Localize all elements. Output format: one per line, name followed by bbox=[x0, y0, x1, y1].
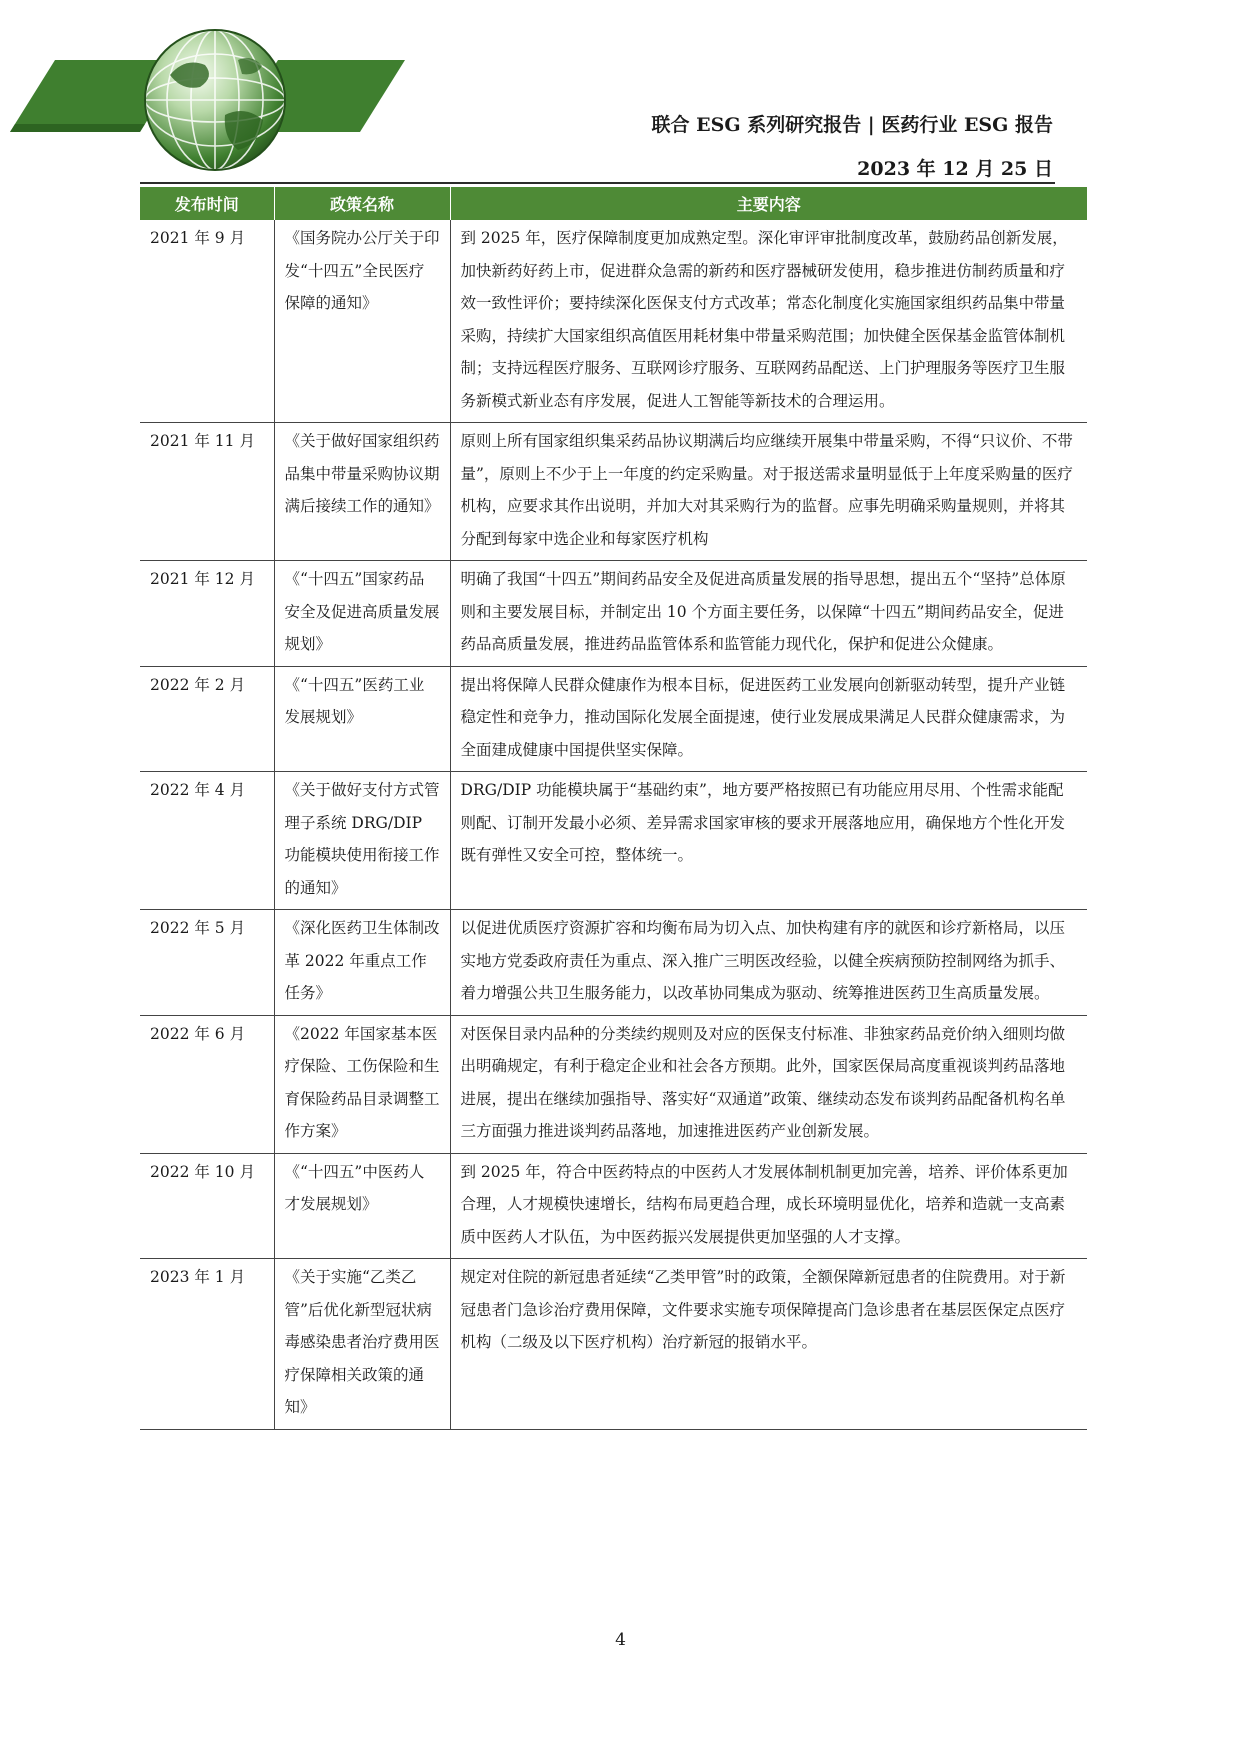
row-content: 原则上所有国家组织集采药品协议期满后均应继续开展集中带量采购，不得“只议价、不带量”，原则上不少于上一年度的约定采购量。对于报送需求量明显低于上年度采购量的医疗机构，应要求其作出说明，并加大对其采购行为的监督。应事先明确采购量规则，并将其分配到每家中选企业和每家医疗机构 bbox=[450, 423, 1087, 561]
table-row bbox=[140, 772, 1087, 910]
row-policy-name: 《“十四五”国家药品安全及促进高质量发展规划》 bbox=[274, 561, 450, 667]
row-date: 2023 年 1 月 bbox=[140, 1259, 274, 1430]
report-title: 联合 ESG 系列研究报告 | 医药行业 ESG 报告 bbox=[651, 114, 1053, 136]
row-policy-name: 《关于做好支付方式管理子系统 DRG/DIP 功能模块使用衔接工作的通知》 bbox=[274, 772, 450, 910]
table-row bbox=[140, 423, 1087, 561]
table-header-row bbox=[140, 187, 1087, 220]
policy-table bbox=[140, 187, 1087, 1430]
row-content: 提出将保障人民群众健康作为根本目标，促进医药工业发展向创新驱动转型，提升产业链稳定性和竞争力，推动国际化发展全面提速，使行业发展成果满足人民群众健康需求，为全面建成健康中国提供坚实保障。 bbox=[450, 666, 1087, 772]
row-policy-name: 《国务院办公厅关于印发“十四五”全民医疗保障的通知》 bbox=[274, 220, 450, 423]
header-divider bbox=[140, 182, 1055, 184]
table-row bbox=[140, 1015, 1087, 1153]
row-content: 到 2025 年，符合中医药特点的中医药人才发展体制机制更加完善，培养、评价体系更加合理，人才规模快速增长，结构布局更趋合理，成长环境明显优化，培养和造就一支高素质中医药人才队伍，为中医药振兴发展提供更加坚强的人才支撑。 bbox=[450, 1153, 1087, 1259]
row-policy-name: 《深化医药卫生体制改革 2022 年重点工作任务》 bbox=[274, 910, 450, 1016]
row-date: 2021 年 11 月 bbox=[140, 423, 274, 561]
table-row bbox=[140, 1153, 1087, 1259]
row-policy-name: 《“十四五”中医药人才发展规划》 bbox=[274, 1153, 450, 1259]
globe-logo-icon bbox=[10, 20, 455, 180]
row-content: 以促进优质医疗资源扩容和均衡布局为切入点、加快构建有序的就医和诊疗新格局，以压实地方党委政府责任为重点、深入推广三明医改经验，以健全疾病预防控制网络为抓手、着力增强公共卫生服务能力，以改革协同集成为驱动、统筹推进医药卫生高质量发展。 bbox=[450, 910, 1087, 1016]
row-date: 2021 年 9 月 bbox=[140, 220, 274, 423]
globe-icon bbox=[145, 30, 285, 170]
row-policy-name: 《关于实施“乙类乙管”后优化新型冠状病毒感染患者治疗费用医疗保障相关政策的通知》 bbox=[274, 1259, 450, 1430]
row-content: 明确了我国“十四五”期间药品安全及促进高质量发展的指导思想，提出五个“坚持”总体原则和主要发展目标，并制定出 10 个方面主要任务，以保障“十四五”期间药品安全，促进药品高质量发展，推进药品监管体系和监管能力现代化，保护和促进公众健康。 bbox=[450, 561, 1087, 667]
row-date: 2022 年 2 月 bbox=[140, 666, 274, 772]
row-date: 2021 年 12 月 bbox=[140, 561, 274, 667]
row-policy-name: 《2022 年国家基本医疗保险、工伤保险和生育保险药品目录调整工作方案》 bbox=[274, 1015, 450, 1153]
table-row bbox=[140, 220, 1087, 423]
row-content: 规定对住院的新冠患者延续“乙类甲管”时的政策，全额保障新冠患者的住院费用。对于新冠患者门急诊治疗费用保障，文件要求实施专项保障提高门急诊患者在基层医保定点医疗机构（二级及以下医疗机构）治疗新冠的报销水平。 bbox=[450, 1259, 1087, 1430]
row-date: 2022 年 4 月 bbox=[140, 772, 274, 910]
row-date: 2022 年 6 月 bbox=[140, 1015, 274, 1153]
table-row bbox=[140, 561, 1087, 667]
row-date: 2022 年 10 月 bbox=[140, 1153, 274, 1259]
table-row bbox=[140, 1259, 1087, 1430]
row-policy-name: 《关于做好国家组织药品集中带量采购协议期满后接续工作的通知》 bbox=[274, 423, 450, 561]
column-header-name: 政策名称 bbox=[274, 187, 450, 220]
table-row bbox=[140, 666, 1087, 772]
table-row bbox=[140, 910, 1087, 1016]
row-content: DRG/DIP 功能模块属于“基础约束”，地方要严格按照已有功能应用尽用、个性需求能配则配、订制开发最小必须、差异需求国家审核的要求开展落地应用，确保地方个性化开发既有弹性又安全可控，整体统一。 bbox=[450, 772, 1087, 910]
row-content: 到 2025 年，医疗保障制度更加成熟定型。深化审评审批制度改革，鼓励药品创新发展，加快新药好药上市，促进群众急需的新药和医疗器械研发使用，稳步推进仿制药质量和疗效一致性评价；要持续深化医保支付方式改革；常态化制度化实施国家组织药品集中带量采购，持续扩大国家组织高值医用耗材集中带量采购范围；加快健全医保基金监管体制机制；支持远程医疗服务、互联网诊疗服务、互联网药品配送、上门护理服务等医疗卫生服务新模式新业态有序发展，促进人工智能等新技术的合理运用。 bbox=[450, 220, 1087, 423]
column-header-content: 主要内容 bbox=[450, 187, 1087, 220]
page-number: 4 bbox=[615, 1630, 626, 1650]
row-date: 2022 年 5 月 bbox=[140, 910, 274, 1016]
report-date: 2023 年 12 月 25 日 bbox=[857, 158, 1053, 180]
column-header-date: 发布时间 bbox=[140, 187, 274, 220]
row-content: 对医保目录内品种的分类续约规则及对应的医保支付标准、非独家药品竞价纳入细则均做出明确规定，有利于稳定企业和社会各方预期。此外，国家医保局高度重视谈判药品落地进展，提出在继续加强指导、落实好“双通道”政策、继续动态发布谈判药品配备机构名单三方面强力推进谈判药品落地，加速推进医药产业创新发展。 bbox=[450, 1015, 1087, 1153]
row-policy-name: 《“十四五”医药工业发展规划》 bbox=[274, 666, 450, 772]
